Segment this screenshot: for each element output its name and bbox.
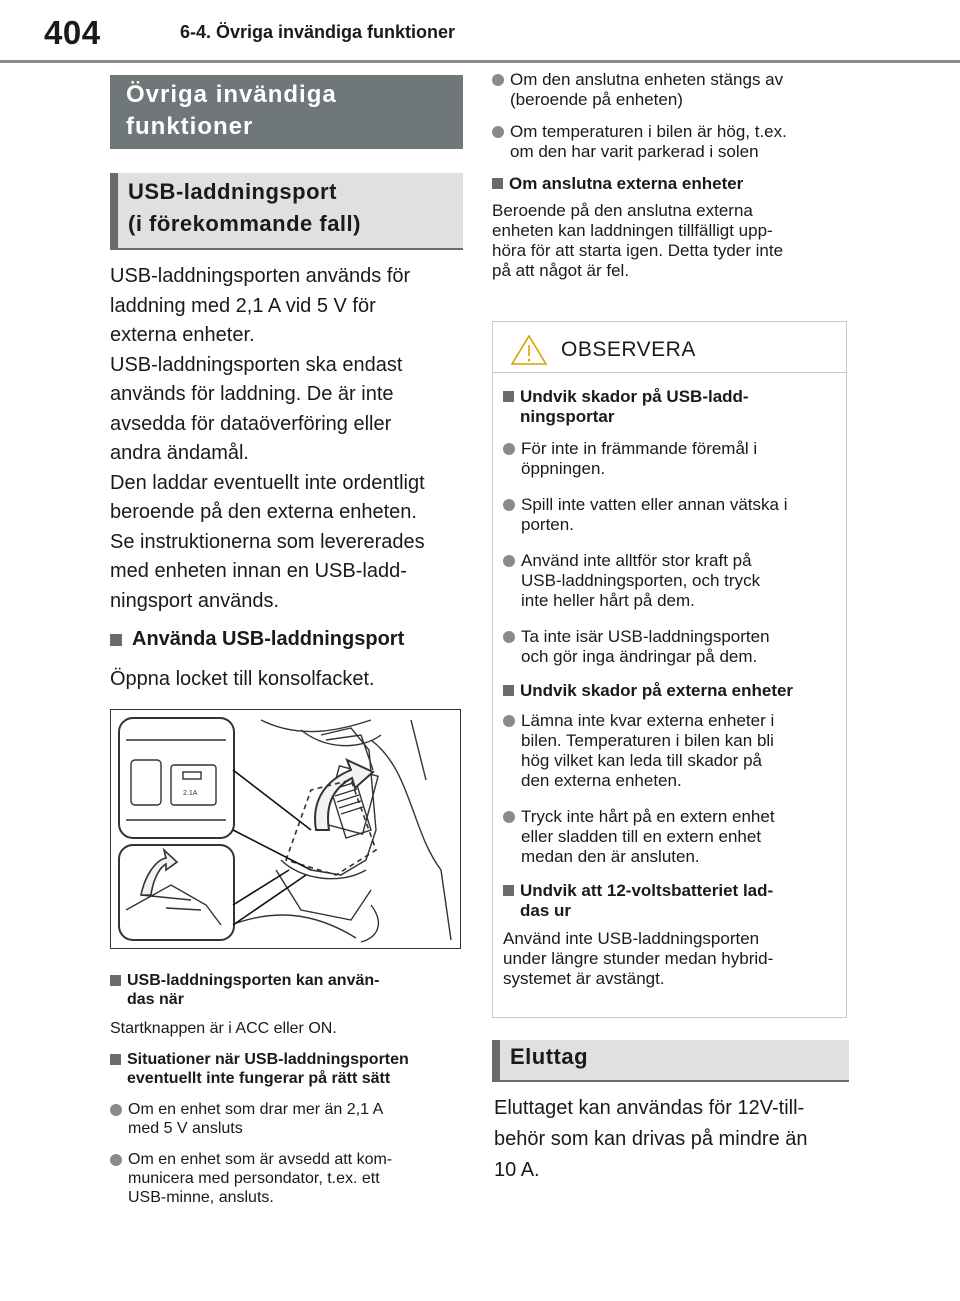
- intro-line: ningsport används.: [110, 589, 280, 612]
- text-line: under längre stunder medan hybrid-: [503, 949, 774, 968]
- page-header: [0, 0, 960, 64]
- text-line: Beroende på den anslutna externa: [492, 201, 753, 220]
- main-heading-line1: Övriga invändiga: [126, 81, 337, 108]
- top-bullet: [492, 122, 847, 162]
- intro-line: andra ändamål.: [110, 442, 249, 464]
- square-bullet-icon: [503, 885, 514, 896]
- observera-bullet: [503, 551, 836, 611]
- figure-label: 2.1A: [183, 789, 198, 797]
- observera-heading-1: [503, 387, 836, 427]
- round-bullet-icon: [492, 74, 504, 86]
- connected-text: [492, 201, 847, 281]
- bullet-line: Tryck inte hårt på en extern enhet: [521, 807, 775, 826]
- bullet-line: medan den är ansluten.: [521, 847, 700, 866]
- main-heading: [110, 75, 463, 149]
- observera-box: [492, 321, 847, 1018]
- bullet-line: om den har varit parkerad i solen: [510, 142, 759, 161]
- bullet-line: Om en enhet som är avsedd att kom-: [128, 1150, 393, 1168]
- text-line: systemet är avstängt.: [503, 969, 665, 988]
- intro-line: externa enheter.: [110, 324, 255, 346]
- bullet-line: hög vilket kan leda till skador på: [521, 751, 762, 770]
- bullet-line: Om temperaturen i bilen är hög, t.ex.: [510, 122, 787, 141]
- observera-heading-2: [503, 681, 836, 701]
- text-line: höra för att starta igen. Detta tyder inte: [492, 241, 784, 260]
- square-bullet-icon: [503, 685, 514, 696]
- bullet-line: porten.: [521, 515, 574, 534]
- intro-line: Se instruktionerna som levererades: [110, 530, 425, 553]
- bullet-line: Om en enhet som drar mer än 2,1 A: [128, 1100, 384, 1118]
- heading-line: Undvik skador på externa enheter: [520, 681, 794, 700]
- round-bullet-icon: [503, 443, 515, 455]
- use-heading-text: Använda USB-laddningsport: [132, 628, 405, 650]
- left-column: [110, 75, 463, 1207]
- section-title: 6-4. Övriga invändiga funktioner: [180, 22, 456, 42]
- when-heading-line1: USB-laddningsporten kan använ-: [127, 971, 380, 989]
- bullet-line: öppningen.: [521, 459, 606, 478]
- round-bullet-icon: [503, 499, 515, 511]
- bullet-line: USB-minne, ansluts.: [128, 1188, 274, 1206]
- intro-line: avsedda för dataöverföring eller: [110, 412, 392, 435]
- sub-heading-line2: (i förekommande fall): [128, 211, 361, 236]
- intro-line: USB-laddningsporten används för: [110, 265, 411, 287]
- intro-line: med enheten innan en USB-ladd-: [110, 560, 407, 582]
- bullet-line: municera med persondator, t.ex. ett: [128, 1169, 380, 1187]
- observera-bullet: [503, 627, 836, 667]
- bullet-line: inte heller hårt på dem.: [521, 591, 695, 610]
- heading-line: Undvik att 12-voltsbatteriet lad-: [520, 881, 774, 900]
- header-rule: [0, 60, 960, 63]
- bullet-line: För inte in främmande föremål i: [521, 439, 758, 458]
- bullet-line: (beroende på enheten): [510, 90, 683, 109]
- connected-heading-text: Om anslutna externa enheter: [509, 174, 744, 193]
- page-number: 404: [44, 14, 101, 51]
- situations-heading-line2: eventuellt inte fungerar på rätt sätt: [127, 1069, 391, 1087]
- observera-label: OBSERVERA: [561, 338, 696, 361]
- text-line: 10 A.: [494, 1159, 540, 1181]
- round-bullet-icon: [503, 631, 515, 643]
- situations-heading-line1: Situationer när USB-laddningsporten: [127, 1050, 409, 1068]
- bullet-line: Om den anslutna enheten stängs av: [510, 70, 784, 89]
- bullet-line: Använd inte alltför stor kraft på: [521, 551, 752, 570]
- situations-heading: [110, 1050, 463, 1088]
- top-bullet: [492, 70, 847, 110]
- bullet-line: med 5 V ansluts: [128, 1119, 243, 1137]
- bullet-line: bilen. Temperaturen i bilen kan bli: [521, 731, 774, 750]
- square-bullet-icon: [110, 634, 122, 646]
- observera-bullet: [503, 495, 836, 535]
- square-bullet-icon: [503, 391, 514, 402]
- bullet-line: Ta inte isär USB-laddningsporten: [521, 627, 770, 646]
- heading-line: das ur: [520, 901, 572, 920]
- when-heading-line2: das när: [127, 990, 184, 1008]
- bullet-line: Lämna inte kvar externa enheter i: [521, 711, 775, 730]
- bullet-line: USB-laddningsporten, och tryck: [521, 571, 761, 590]
- observera-bullet: [503, 711, 836, 791]
- observera-text: [503, 929, 836, 989]
- observera-title: [493, 322, 846, 373]
- console-usb-illustration: [110, 709, 461, 949]
- situation-bullet: [110, 1100, 463, 1138]
- text-line: Eluttaget kan användas för 12V-till-: [494, 1097, 805, 1119]
- console-usb-drawing: [111, 710, 460, 948]
- text-line: behör som kan drivas på mindre än: [494, 1128, 808, 1150]
- use-text: Öppna locket till konsolfacket.: [110, 668, 375, 690]
- square-bullet-icon: [492, 178, 503, 189]
- when-heading: [110, 971, 463, 1009]
- intro-line: används för laddning. De är inte: [110, 383, 394, 405]
- sub-heading-line1: USB-laddningsport: [128, 179, 337, 204]
- intro-line: Den laddar eventuellt inte ordentligt: [110, 471, 425, 494]
- bullet-line: Spill inte vatten eller annan vätska i: [521, 495, 788, 514]
- heading-line: Undvik skador på USB-ladd-: [520, 387, 749, 406]
- square-bullet-icon: [110, 975, 121, 986]
- observera-bullet: [503, 439, 836, 479]
- heading-line: ningsportar: [520, 407, 615, 426]
- situation-bullet: [110, 1150, 463, 1207]
- intro-text: [110, 262, 463, 616]
- eluttag-text: [494, 1093, 844, 1186]
- round-bullet-icon: [503, 715, 515, 727]
- square-bullet-icon: [110, 1054, 121, 1065]
- usb-sub-heading: [110, 173, 463, 250]
- round-bullet-icon: [503, 811, 515, 823]
- right-column-top: [492, 70, 847, 281]
- intro-line: USB-laddningsporten ska endast: [110, 353, 403, 376]
- intro-line: beroende på den externa enheten.: [110, 501, 417, 523]
- bullet-line: eller sladden till en extern enhet: [521, 827, 762, 846]
- round-bullet-icon: [110, 1154, 122, 1166]
- connected-heading: [492, 174, 847, 193]
- intro-line: laddning med 2,1 A vid 5 V för: [110, 294, 376, 317]
- bullet-line: och gör inga ändringar på dem.: [521, 647, 758, 666]
- text-line: Använd inte USB-laddningsporten: [503, 929, 760, 948]
- eluttag-heading: Eluttag: [492, 1040, 849, 1082]
- bullet-line: den externa enheten.: [521, 771, 682, 790]
- observera-heading-3: [503, 881, 836, 921]
- main-heading-line2: funktioner: [126, 113, 254, 140]
- text-line: på att något är fel.: [492, 261, 630, 280]
- when-text: Startknappen är i ACC eller ON.: [110, 1019, 337, 1037]
- round-bullet-icon: [492, 126, 504, 138]
- text-line: enheten kan laddningen tillfälligt upp-: [492, 221, 773, 240]
- observera-bullet: [503, 807, 836, 867]
- round-bullet-icon: [110, 1104, 122, 1116]
- use-heading: [110, 628, 463, 651]
- warning-triangle-icon: [509, 333, 549, 367]
- round-bullet-icon: [503, 555, 515, 567]
